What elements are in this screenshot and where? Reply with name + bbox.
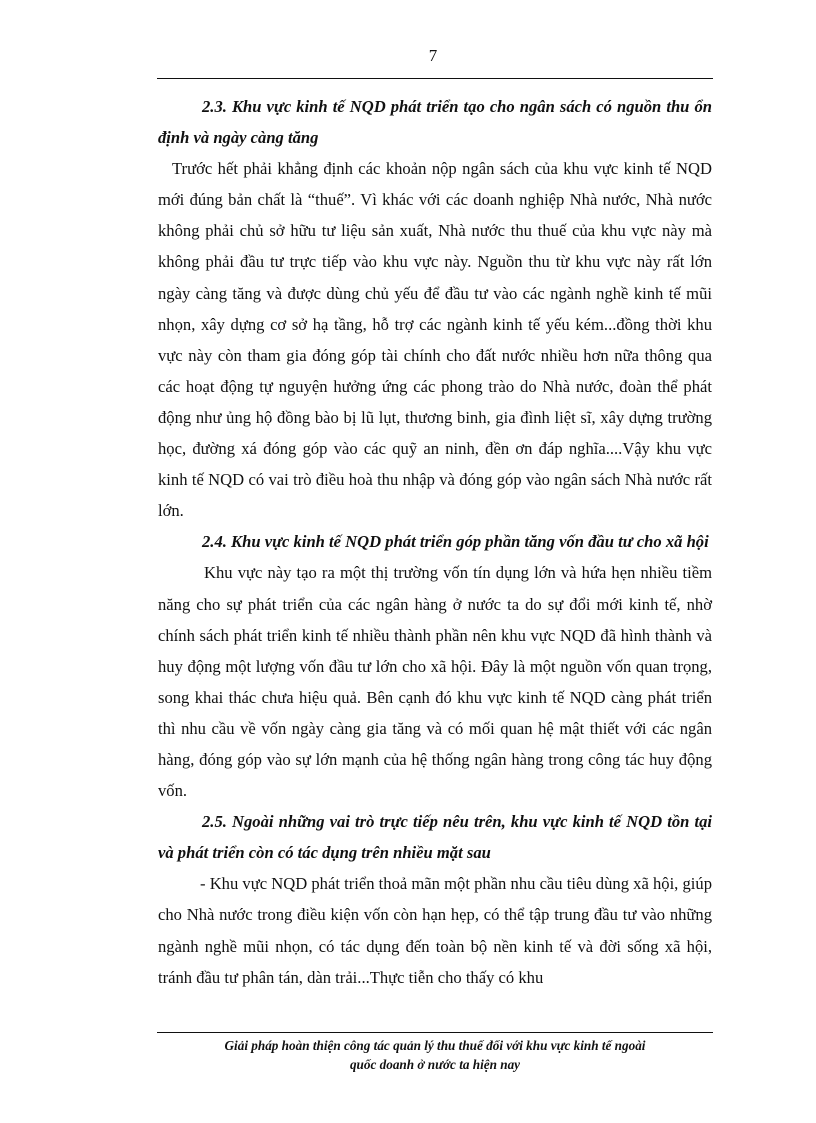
header-rule	[157, 78, 713, 79]
section-paragraph-2-4: Khu vực này tạo ra một thị trường vốn tín dụng lớn và hứa hẹn nhiều tiềm năng cho sự phát triển của các ngân hàng ở nước ta do sự đổi mới kinh tế, nhờ chính sách phát triển kinh tế nhiều thành phần nên khu vực NQD đã hình thành và huy động một lượng vốn đầu tư lớn cho xã hội. Đây là một nguồn vốn quan trọng, song khai thác chưa hiệu quả. Bên cạnh đó khu vực kinh tế NQD càng phát triển thì nhu cầu về vốn ngày càng gia tăng và có mối quan hệ mật thiết với các ngân hàng, đóng góp vào sự lớn mạnh của hệ thống ngân hàng trong công tác huy động vốn.	[158, 563, 712, 801]
document-body	[158, 91, 712, 993]
section-paragraph-2-5: - Khu vực NQD phát triển thoả mãn một phần nhu cầu tiêu dùng xã hội, giúp cho Nhà nước trong điều kiện vốn còn hạn hẹp, có thể tập trung đầu tư vào những ngành nghề mũi nhọn, có tác dụng đến toàn bộ nền kinh tế và đời sống xã hội, tránh đầu tư phân tán, dàn trải...Thực tiễn cho thấy có khu	[158, 874, 712, 987]
section-paragraph-2-3: Trước hết phải khẳng định các khoản nộp ngân sách của khu vực kinh tế NQD mới đúng bản chất là “thuế”. Vì khác với các doanh nghiệp Nhà nước, Nhà nước không phải chủ sở hữu tư liệu sản xuất, Nhà nước thu thuế của khu vực này mà không phải đầu tư trực tiếp vào khu vực này. Nguồn thu từ khu vực này rất lớn ngày càng tăng và được dùng chủ yếu để đầu tư vào các ngành nghề kinh tế mũi nhọn, xây dựng cơ sở hạ tầng, hỗ trợ các ngành kinh tế yếu kém...đồng thời khu vực này còn tham gia đóng góp tài chính cho đất nước nhiều hơn nữa thông qua các hoạt động tự nguyện hưởng ứng các phong trào do Nhà nước, đoàn thể phát động như ủng hộ đồng bào bị lũ lụt, thương binh, gia đình liệt sĩ, xây dựng trường học, đường xá đóng góp vào các quỹ an ninh, đền ơn đáp nghĩa....Vậy khu vực kinh tế NQD có vai trò điều hoà thu nhập và đóng góp vào ngân sách Nhà nước rất lớn.	[158, 159, 712, 521]
footer-line-1: Giải pháp hoàn thiện công tác quản lý thu thuế đối với khu vực kinh tế ngoài	[224, 1038, 646, 1053]
footer-rule	[157, 1032, 713, 1033]
page-number: 7	[428, 46, 438, 65]
section-heading-2-4: 2.4. Khu vực kinh tế NQD phát triển góp phần tăng vốn đầu tư cho xã hội	[202, 532, 709, 552]
section-heading-2-5: 2.5. Ngoài những vai trò trực tiếp nêu trên, khu vực kinh tế NQD tồn tại và phát triển còn có tác dụng trên nhiều mặt sau	[158, 812, 712, 863]
section-heading-2-3: 2.3. Khu vực kinh tế NQD phát triển tạo cho ngân sách có nguồn thu ổn định và ngày càng tăng	[158, 97, 712, 148]
running-footer	[157, 1036, 713, 1074]
footer-line-2: quốc doanh ở nước ta hiện nay	[349, 1057, 521, 1072]
